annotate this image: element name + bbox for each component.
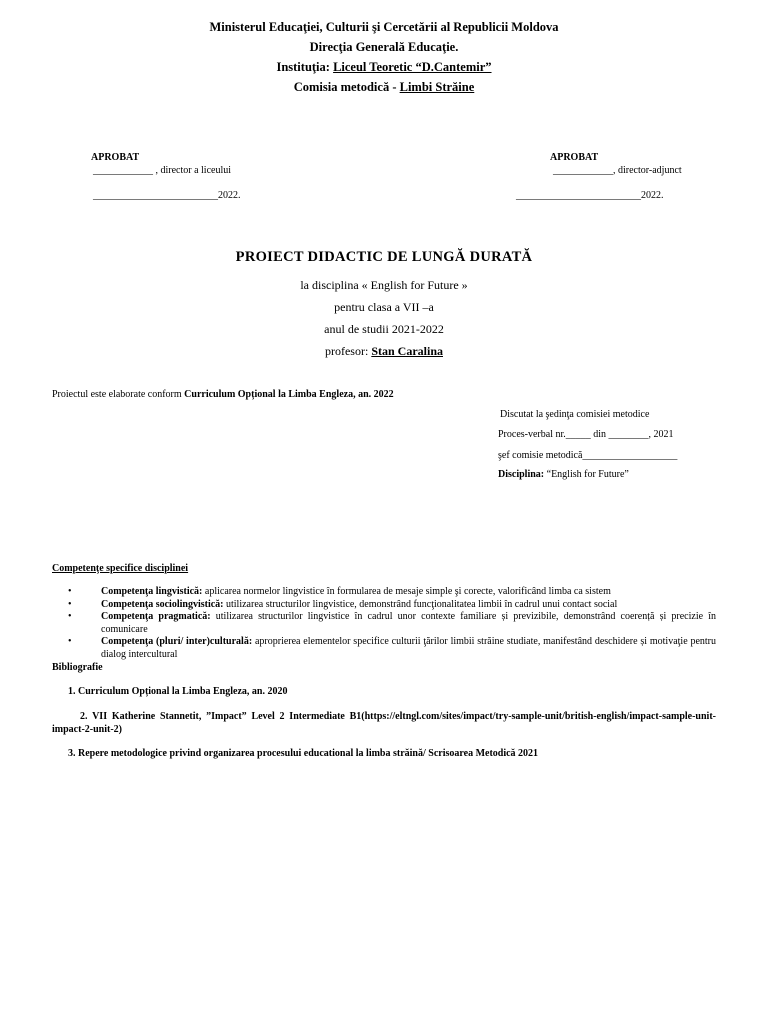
competence-text: utilizarea structurilor lingvistice în cadrul unor contexte familiare și previzibile, demonstrând coerență și precizie în comunicare [101,611,716,635]
class-line: pentru clasa a VII –a [334,300,434,314]
direction-name: Direcţia Generală Educaţie. [309,40,459,54]
list-item [52,586,716,599]
project-title: PROIECT DIDACTIC DE LUNGĂ DURATĂ [235,249,533,265]
institution-label: Instituţia: [276,60,330,74]
list-item [52,599,716,612]
curriculum-note [52,389,394,400]
approval-right-line1: ____________, director-adjunct [553,165,682,176]
commission-discussed: Discutat la şedinţa comisiei metodice [500,409,650,420]
document-header [0,17,768,97]
competence-label: Competenţa (pluri/ inter)culturală: [101,636,253,647]
list-item [52,636,716,661]
bullet-icon: • [68,636,72,647]
institution-line [0,57,768,77]
curriculum-note-prefix: Proiectul este elaborate conform [52,389,182,400]
approval-left-title: APROBAT [91,152,140,163]
commission-discipline [498,469,629,480]
competences-list [52,586,716,661]
bibliography-ref-1: 1. Curriculum Opțional la Limba Engleza, an. 2020 [68,686,288,697]
year-line: anul de studii 2021-2022 [324,322,444,336]
list-item [52,611,716,636]
teacher-label: profesor: [324,344,369,358]
bullet-icon: • [68,598,72,610]
commission-label: Comisia metodică - [293,80,397,94]
commission-head: şef comisie metodică___________________ [498,450,678,461]
competence-label: Competenţa sociolingvistică: [101,598,224,610]
competences-heading: Competenţe specifice disciplinei [52,563,189,574]
competence-label: Competenţa lingvistică: [101,586,203,597]
commission-discipline-value: “English for Future” [546,469,629,480]
approval-left-line2: _________________________2022. [93,190,241,201]
teacher-name: Stan Caralina [371,344,443,358]
teacher-line [0,340,768,362]
bibliography-ref-3: 3. Repere metodologice privind organizarea procesului educational la limba străină/ Scrisoarea Metodică 2021 [68,748,539,759]
bullet-icon: • [68,586,72,597]
competence-text: aproprierea elementelor specifice culturii ţărilor limbii străine studiate, manifestând deschidere și motivaţie pentru dialog intercultural [101,636,716,660]
institution-name: Liceul Teoretic “D.Cantemir” [333,60,492,74]
competence-text: utilizarea structurilor lingvistice, demonstrând funcţionalitatea limbii în cadrul unui contact social [226,598,618,610]
curriculum-note-bold: Curriculum Opțional la Limba Engleza, an. 2022 [184,389,394,400]
bibliography-heading: Bibliografie [52,662,103,673]
discipline-line: la disciplina « English for Future » [300,278,468,292]
competence-label: Competenţa pragmatică: [101,611,211,622]
ministry-name: Ministerul Educaţiei, Culturii şi Cercetării al Republicii Moldova [209,20,559,34]
project-info [0,274,768,362]
commission-line [0,77,768,97]
approval-right-line2: _________________________2022. [516,190,664,201]
bibliography-ref-2: 2. VII Katherine Stannetit, ”Impact” Level 2 Intermediate B1(https://eltngl.com/sites/impact/try-sample-unit/british-english/impact-sample-unit-impact-2-unit-2) [52,711,716,735]
bullet-icon: • [68,611,72,622]
approval-left-line1: ____________ , director a liceului [93,165,232,176]
commission-name: Limbi Străine [399,80,475,94]
competence-text: aplicarea normelor lingvistice în formularea de mesaje simple şi corecte, valorificând limba ca sistem [204,586,611,597]
approval-right-title: APROBAT [550,152,599,163]
commission-minutes: Proces-verbal nr._____ din ________, 2021 [498,429,674,440]
commission-discipline-label: Disciplina: [498,469,545,480]
